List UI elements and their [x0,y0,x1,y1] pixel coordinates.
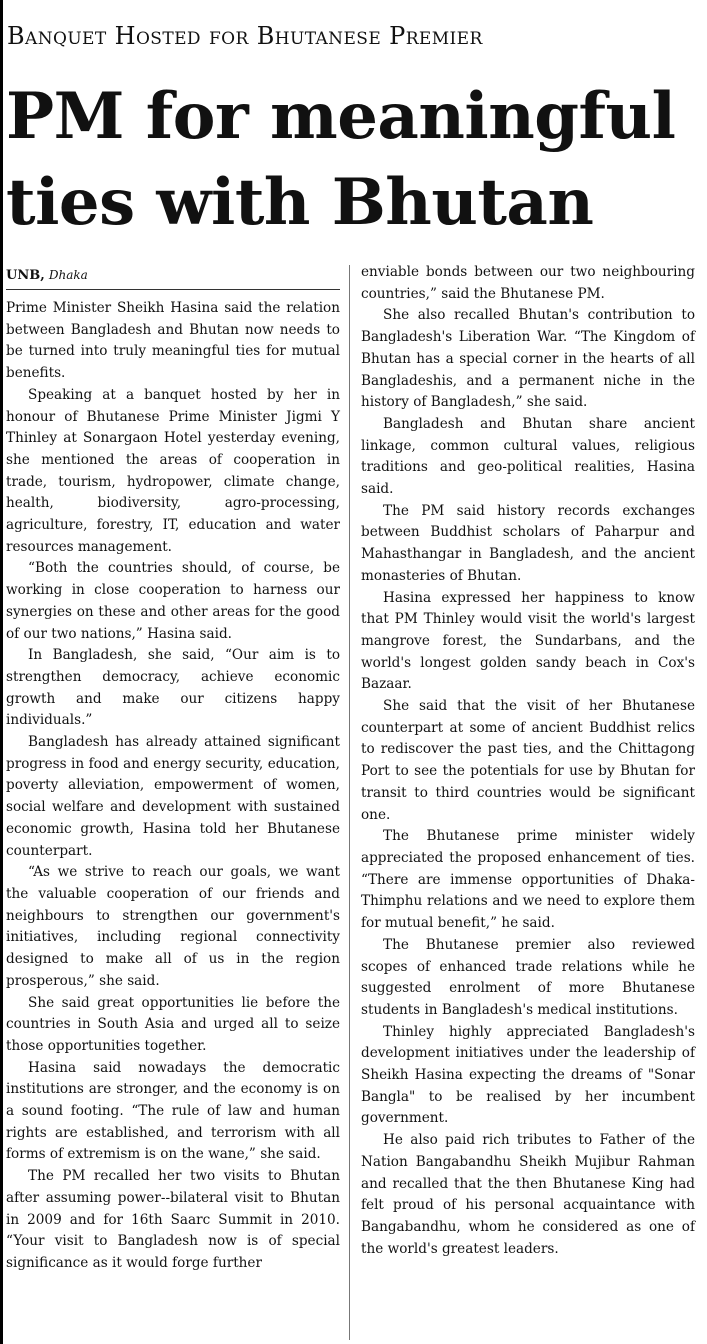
paragraph: “As we strive to reach our goals, we want the valuable cooperation of our friends and neighbours to strengthen our government's initiatives, including regional connectivity designed to make all of us in the region prosperous,” she said. [6,864,340,989]
paragraph: She also recalled Bhutan's contribution to Bangladesh's Liberation War. “The Kingdom of Bhutan has a special corner in the hearts of all Bangladeshis, and a permanent niche in the history of Bangladesh,” she said. [361,307,695,411]
paragraph: She said that the visit of her Bhutanese counterpart at some of ancient Buddhist relics to rediscover the past ties, and the Chittagong Port to see the potentials for use by Bhutan for transit to third countries would be significant one. [361,698,695,823]
headline-line-2: ties with Bhutan [6,165,594,240]
byline-agency: UNB, [6,268,45,283]
byline-place: Dhaka [48,268,88,282]
article-column-left [6,262,340,1275]
headline-line-1: PM for meaningful [6,79,676,154]
paragraph: Hasina said nowadays the democratic institutions are stronger, and the economy is on a sound footing. “The rule of law and human rights are established, and terrorism with all forms of extremism is on the wane,” she said. [6,1059,340,1163]
paragraph: Speaking at a banquet hosted by her in honour of Bhutanese Prime Minister Jigmi Y Thinley at Sonargaon Hotel yesterday evening, she mentioned the areas of cooperation in trade, tourism, hydropower, climate change, health, biodiversity, agro-processing, agriculture, forestry, IT, education and water resources management. [6,386,340,555]
paragraph: Bangladesh has already attained significant progress in food and energy security, education, poverty alleviation, empowerment of women, social welfare and development with sustained economic growth, Hasina told her Bhutanese counterpart. [6,734,340,859]
paragraph: He also paid rich tributes to Father of the Nation Bangabandhu Sheikh Mujibur Rahman and recalled that the then Bhutanese King had felt proud of his personal acquaintance with Bangabandhu, whom he considered as one of the world's greatest leaders. [361,1132,695,1257]
paragraph: Bangladesh and Bhutan share ancient linkage, common cultural values, religious traditions and geo-political realities, Hasina said. [361,415,695,498]
article-kicker: Banquet Hosted for Bhutanese Premier [7,22,483,50]
article-headline [6,74,706,246]
article-column-right [361,262,695,1260]
paragraph: “Both the countries should, of course, be working in close cooperation to harness our synergies on these and other areas for the good of our two nations,” Hasina said. [6,560,340,642]
paragraph: The Bhutanese prime minister widely appreciated the proposed enhancement of ties. “There are immense opportunities of Dhaka-Thimphu relations and we need to explore them for mutual benefit,” he said. [361,828,695,932]
paragraph: The Bhutanese premier also reviewed scopes of enhanced trade relations while he suggested enrolment of more Bhutanese students in Bangladesh's medical institutions. [361,936,695,1018]
paragraph: The PM said history records exchanges between Buddhist scholars of Paharpur and Mahasthangar in Bangladesh, and the ancient monasteries of Bhutan. [361,502,695,584]
column-divider [349,265,350,1340]
byline [6,262,340,290]
left-border-rule [0,0,3,1344]
paragraph: In Bangladesh, she said, “Our aim is to strengthen democracy, achieve economic growth and make our citizens happy individuals.” [6,647,340,729]
paragraph: She said great opportunities lie before the countries in South Asia and urged all to seize those opportunities together. [6,994,340,1054]
paragraph: The PM recalled her two visits to Bhutan after assuming power--bilateral visit to Bhutan in 2009 and for 16th Saarc Summit in 2010. “Your visit to Bangladesh now is of special significance as it would forge further [6,1168,340,1271]
paragraph: Thinley highly appreciated Bangladesh's development initiatives under the leadership of Sheikh Hasina expecting the dreams of "Sonar Bangla" to be realised by her incumbent government. [361,1023,695,1127]
paragraph: Prime Minister Sheikh Hasina said the relation between Bangladesh and Bhutan now needs to be turned into truly meaningful ties for mutual benefits. [6,300,340,382]
paragraph-continued: enviable bonds between our two neighbouring countries,” said the Bhutanese PM. [361,264,695,302]
paragraph: Hasina expressed her happiness to know that PM Thinley would visit the world's largest mangrove forest, the Sundarbans, and the world's longest golden sandy beach in Cox's Bazaar. [361,589,695,693]
